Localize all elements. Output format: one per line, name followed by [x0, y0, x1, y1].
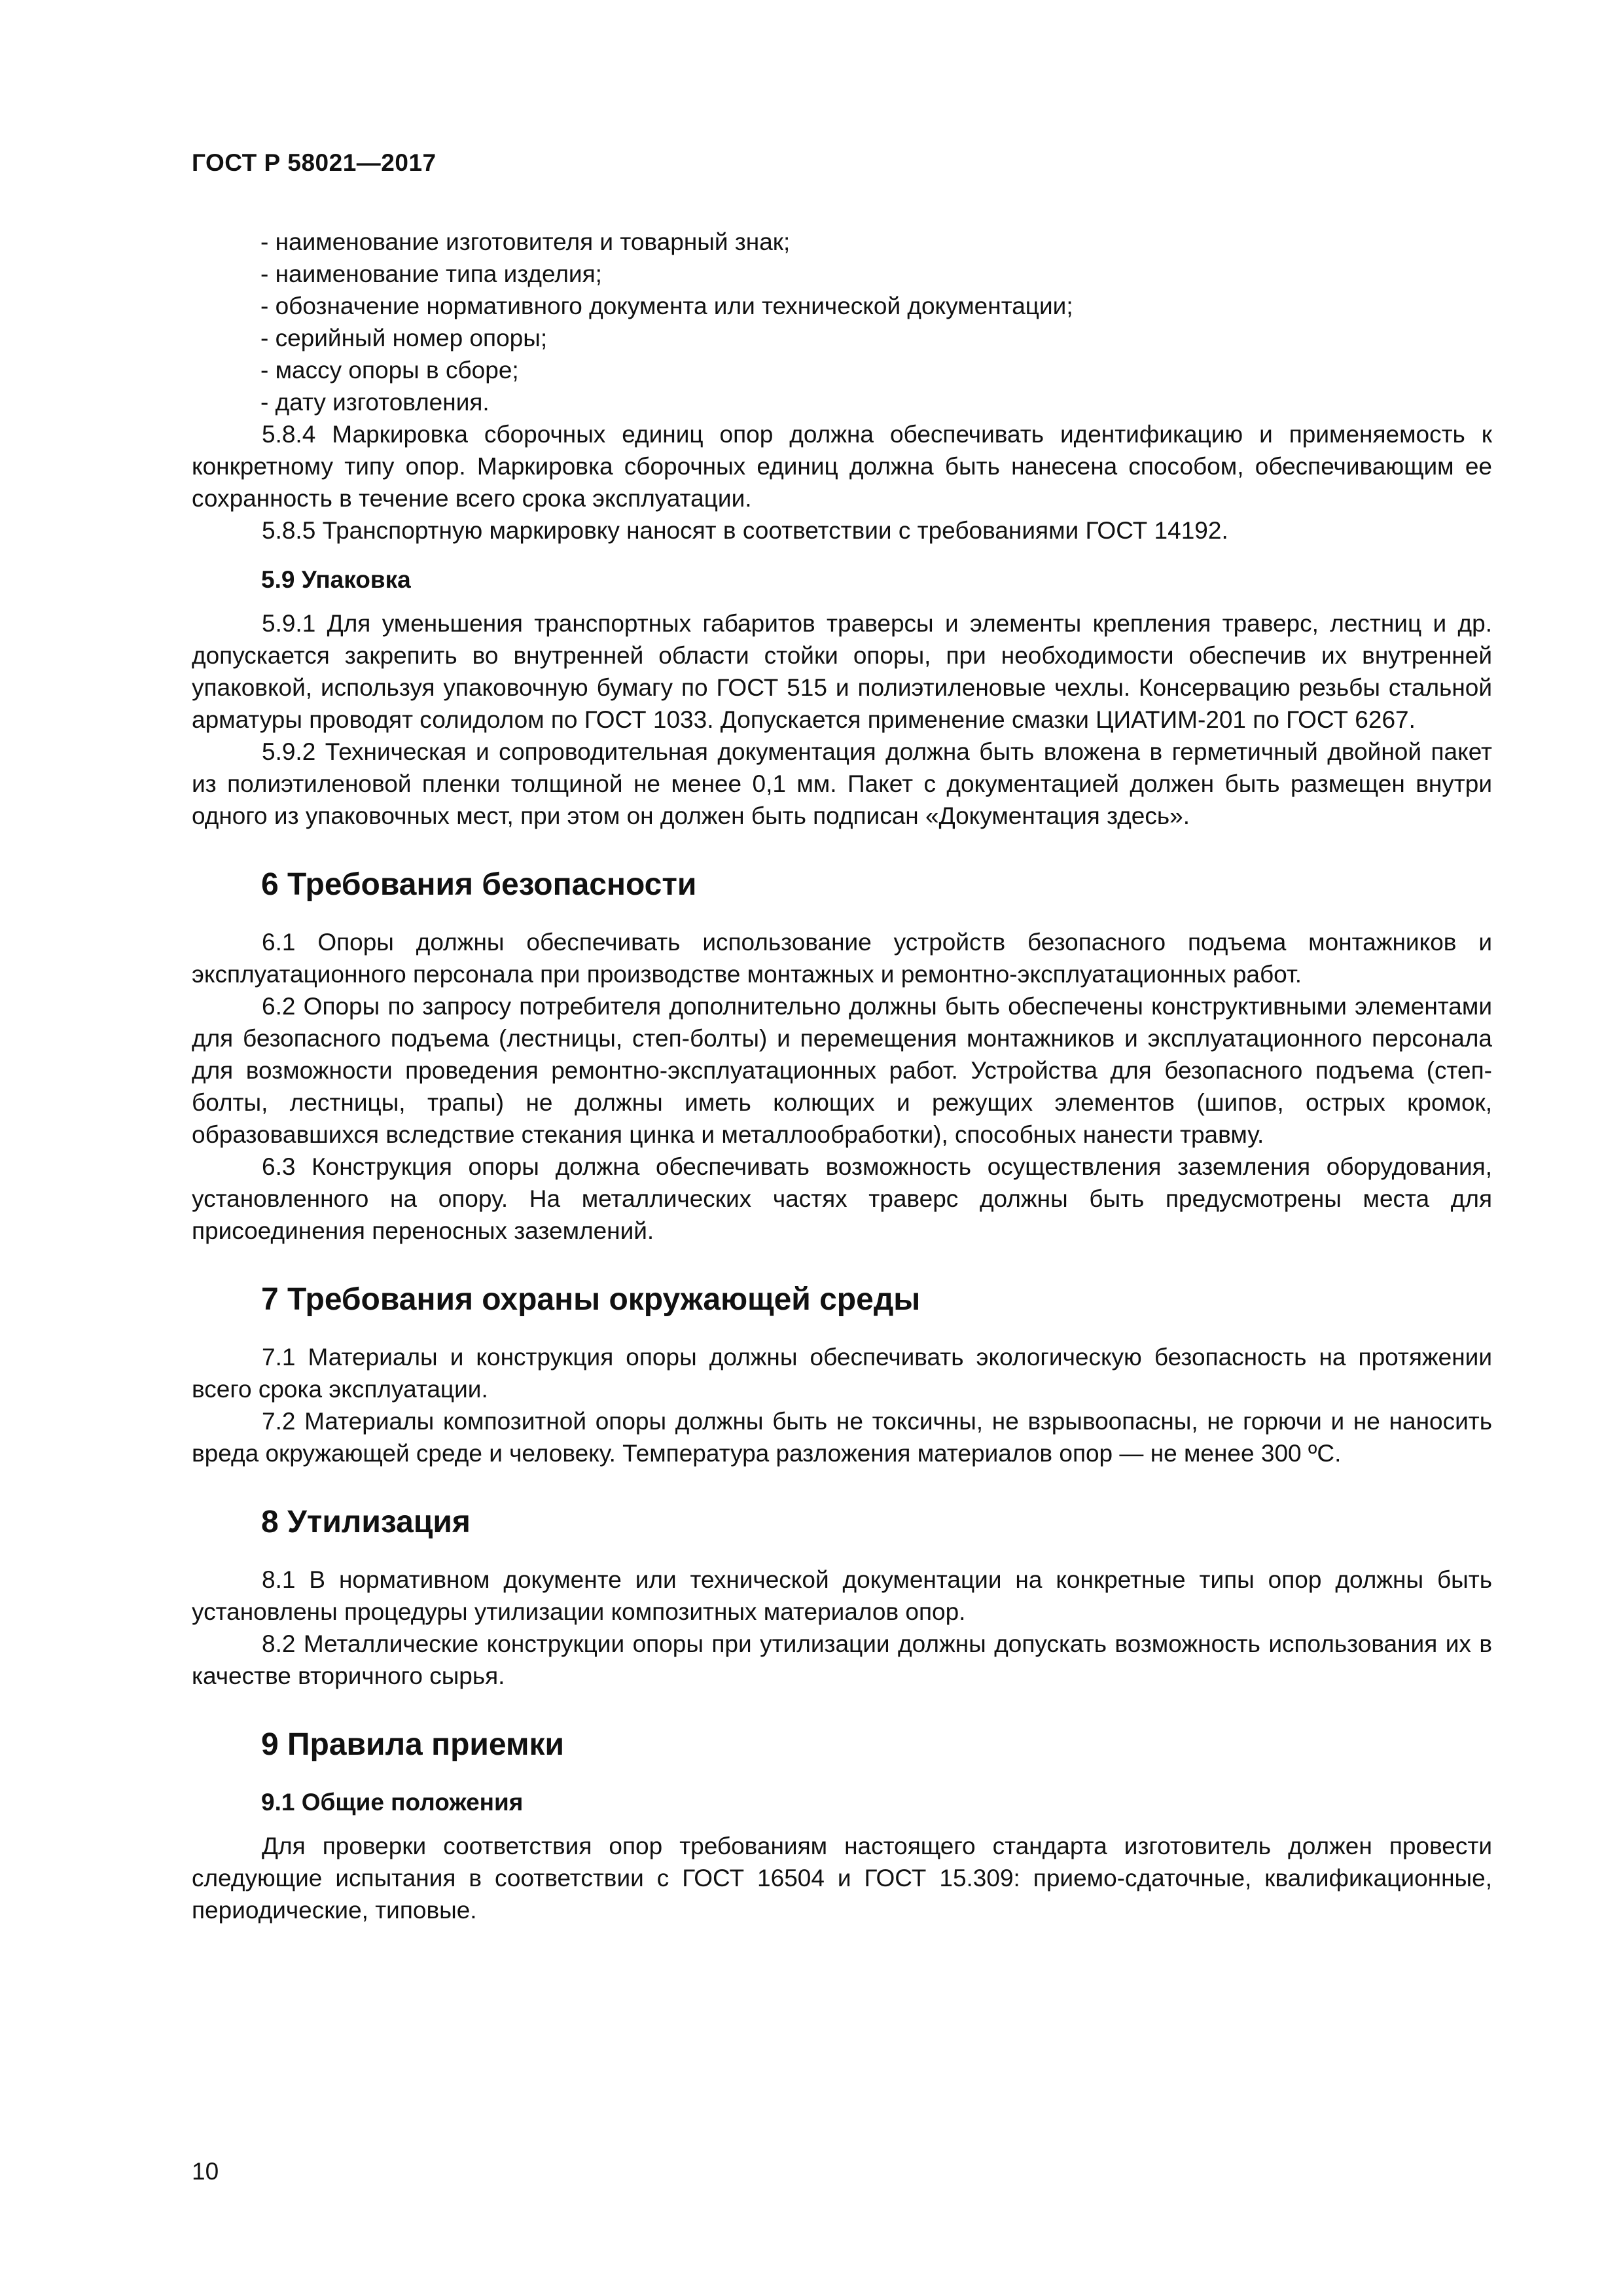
paragraph-7-2: 7.2 Материалы композитной опоры должны быть не токсичны, не взрывоопасны, не горючи и не наносить вреда окружающей среде и человеку. Температура разложения материалов опор — не менее 300 ºС.: [192, 1408, 1492, 1467]
list-item: - обозначение нормативного документа или технической документации;: [260, 293, 1073, 319]
paragraph-8-1: 8.1 В нормативном документе или технической документации на конкретные типы опор должны быть установлены процедуры утилизации композитных материалов опор.: [192, 1566, 1492, 1625]
paragraph-5-8-5: 5.8.5 Транспортную маркировку наносят в соответствии с требованиями ГОСТ 14192.: [262, 517, 1228, 544]
subsection-heading-5-9: 5.9 Упаковка: [261, 566, 411, 593]
paragraph-6-2: 6.2 Опоры по запросу потребителя дополнительно должны быть обеспечены конструктивными элементами для безопасного подъема (лестницы, степ-болты) и перемещения монтажников и эксплуатационного персонала для возможности проведения ремонтно-эксплуатационных работ. Устройства для безопасного подъема (степ-болты, лестницы, трапы) не должны иметь колющих и режущих элементов (шипов, острых кромок, образовавшихся вследствие стекания цинка и металлообработки), способных нанести травму.: [192, 993, 1492, 1148]
document-header: ГОСТ Р 58021—2017: [192, 149, 437, 176]
section-heading-6: 6 Требования безопасности: [261, 867, 697, 902]
list-item: - дату изготовления.: [260, 389, 490, 416]
list-item: - массу опоры в сборе;: [260, 357, 519, 384]
paragraph-5-9-1: 5.9.1 Для уменьшения транспортных габаритов траверсы и элементы крепления траверс, лестниц и др. допускается закрепить во внутренней области стойки опоры, при необходимости обеспечив их внутренней упаковкой, используя упаковочную бумагу по ГОСТ 515 и полиэтиленовые чехлы. Консервацию резьбы стальной арматуры проводят солидолом по ГОСТ 1033. Допускается применение смазки ЦИАТИМ-201 по ГОСТ 6267.: [192, 610, 1492, 733]
section-heading-9: 9 Правила приемки: [261, 1727, 565, 1762]
paragraph-8-2: 8.2 Металлические конструкции опоры при утилизации должны допускать возможность использования их в качестве вторичного сырья.: [192, 1630, 1492, 1689]
paragraph-7-1: 7.1 Материалы и конструкция опоры должны обеспечивать экологическую безопасность на протяжении всего срока эксплуатации.: [192, 1344, 1492, 1403]
paragraph-6-1: 6.1 Опоры должны обеспечивать использование устройств безопасного подъема монтажников и эксплуатационного персонала при производстве монтажных и ремонтно-эксплуатационных работ.: [192, 929, 1492, 988]
paragraph-5-8-4: 5.8.4 Маркировка сборочных единиц опор должна обеспечивать идентификацию и применяемость к конкретному типу опор. Маркировка сборочных единиц должна быть нанесена способом, обеспечивающим ее сохранность в течение всего срока эксплуатации.: [192, 421, 1492, 512]
paragraph-5-9-2: 5.9.2 Техническая и сопроводительная документация должна быть вложена в герметичный двойной пакет из полиэтиленовой пленки толщиной не менее 0,1 мм. Пакет с документацией должен быть размещен внутри одного из упаковочных мест, при этом он должен быть подписан «Документация здесь».: [192, 738, 1492, 829]
subsection-heading-9-1: 9.1 Общие положения: [261, 1789, 524, 1816]
paragraph-9-1: Для проверки соответствия опор требованиям настоящего стандарта изготовитель должен провести следующие испытания в соответствии с ГОСТ 16504 и ГОСТ 15.309: приемо-сдаточные, квалификационные, периодические, типовые.: [192, 1833, 1492, 1924]
paragraph-6-3: 6.3 Конструкция опоры должна обеспечивать возможность осуществления заземления оборудования, установленного на опору. На металлических частях траверс должны быть предусмотрены места для присоединения переносных заземлений.: [192, 1153, 1492, 1244]
list-item: - серийный номер опоры;: [260, 325, 548, 351]
section-heading-8: 8 Утилизация: [261, 1505, 471, 1539]
page-number: 10: [192, 2158, 219, 2185]
list-item: - наименование типа изделия;: [260, 260, 602, 287]
list-item: - наименование изготовителя и товарный знак;: [260, 228, 791, 255]
document-body: [192, 226, 1492, 1926]
section-heading-7: 7 Требования охраны окружающей среды: [261, 1282, 921, 1317]
